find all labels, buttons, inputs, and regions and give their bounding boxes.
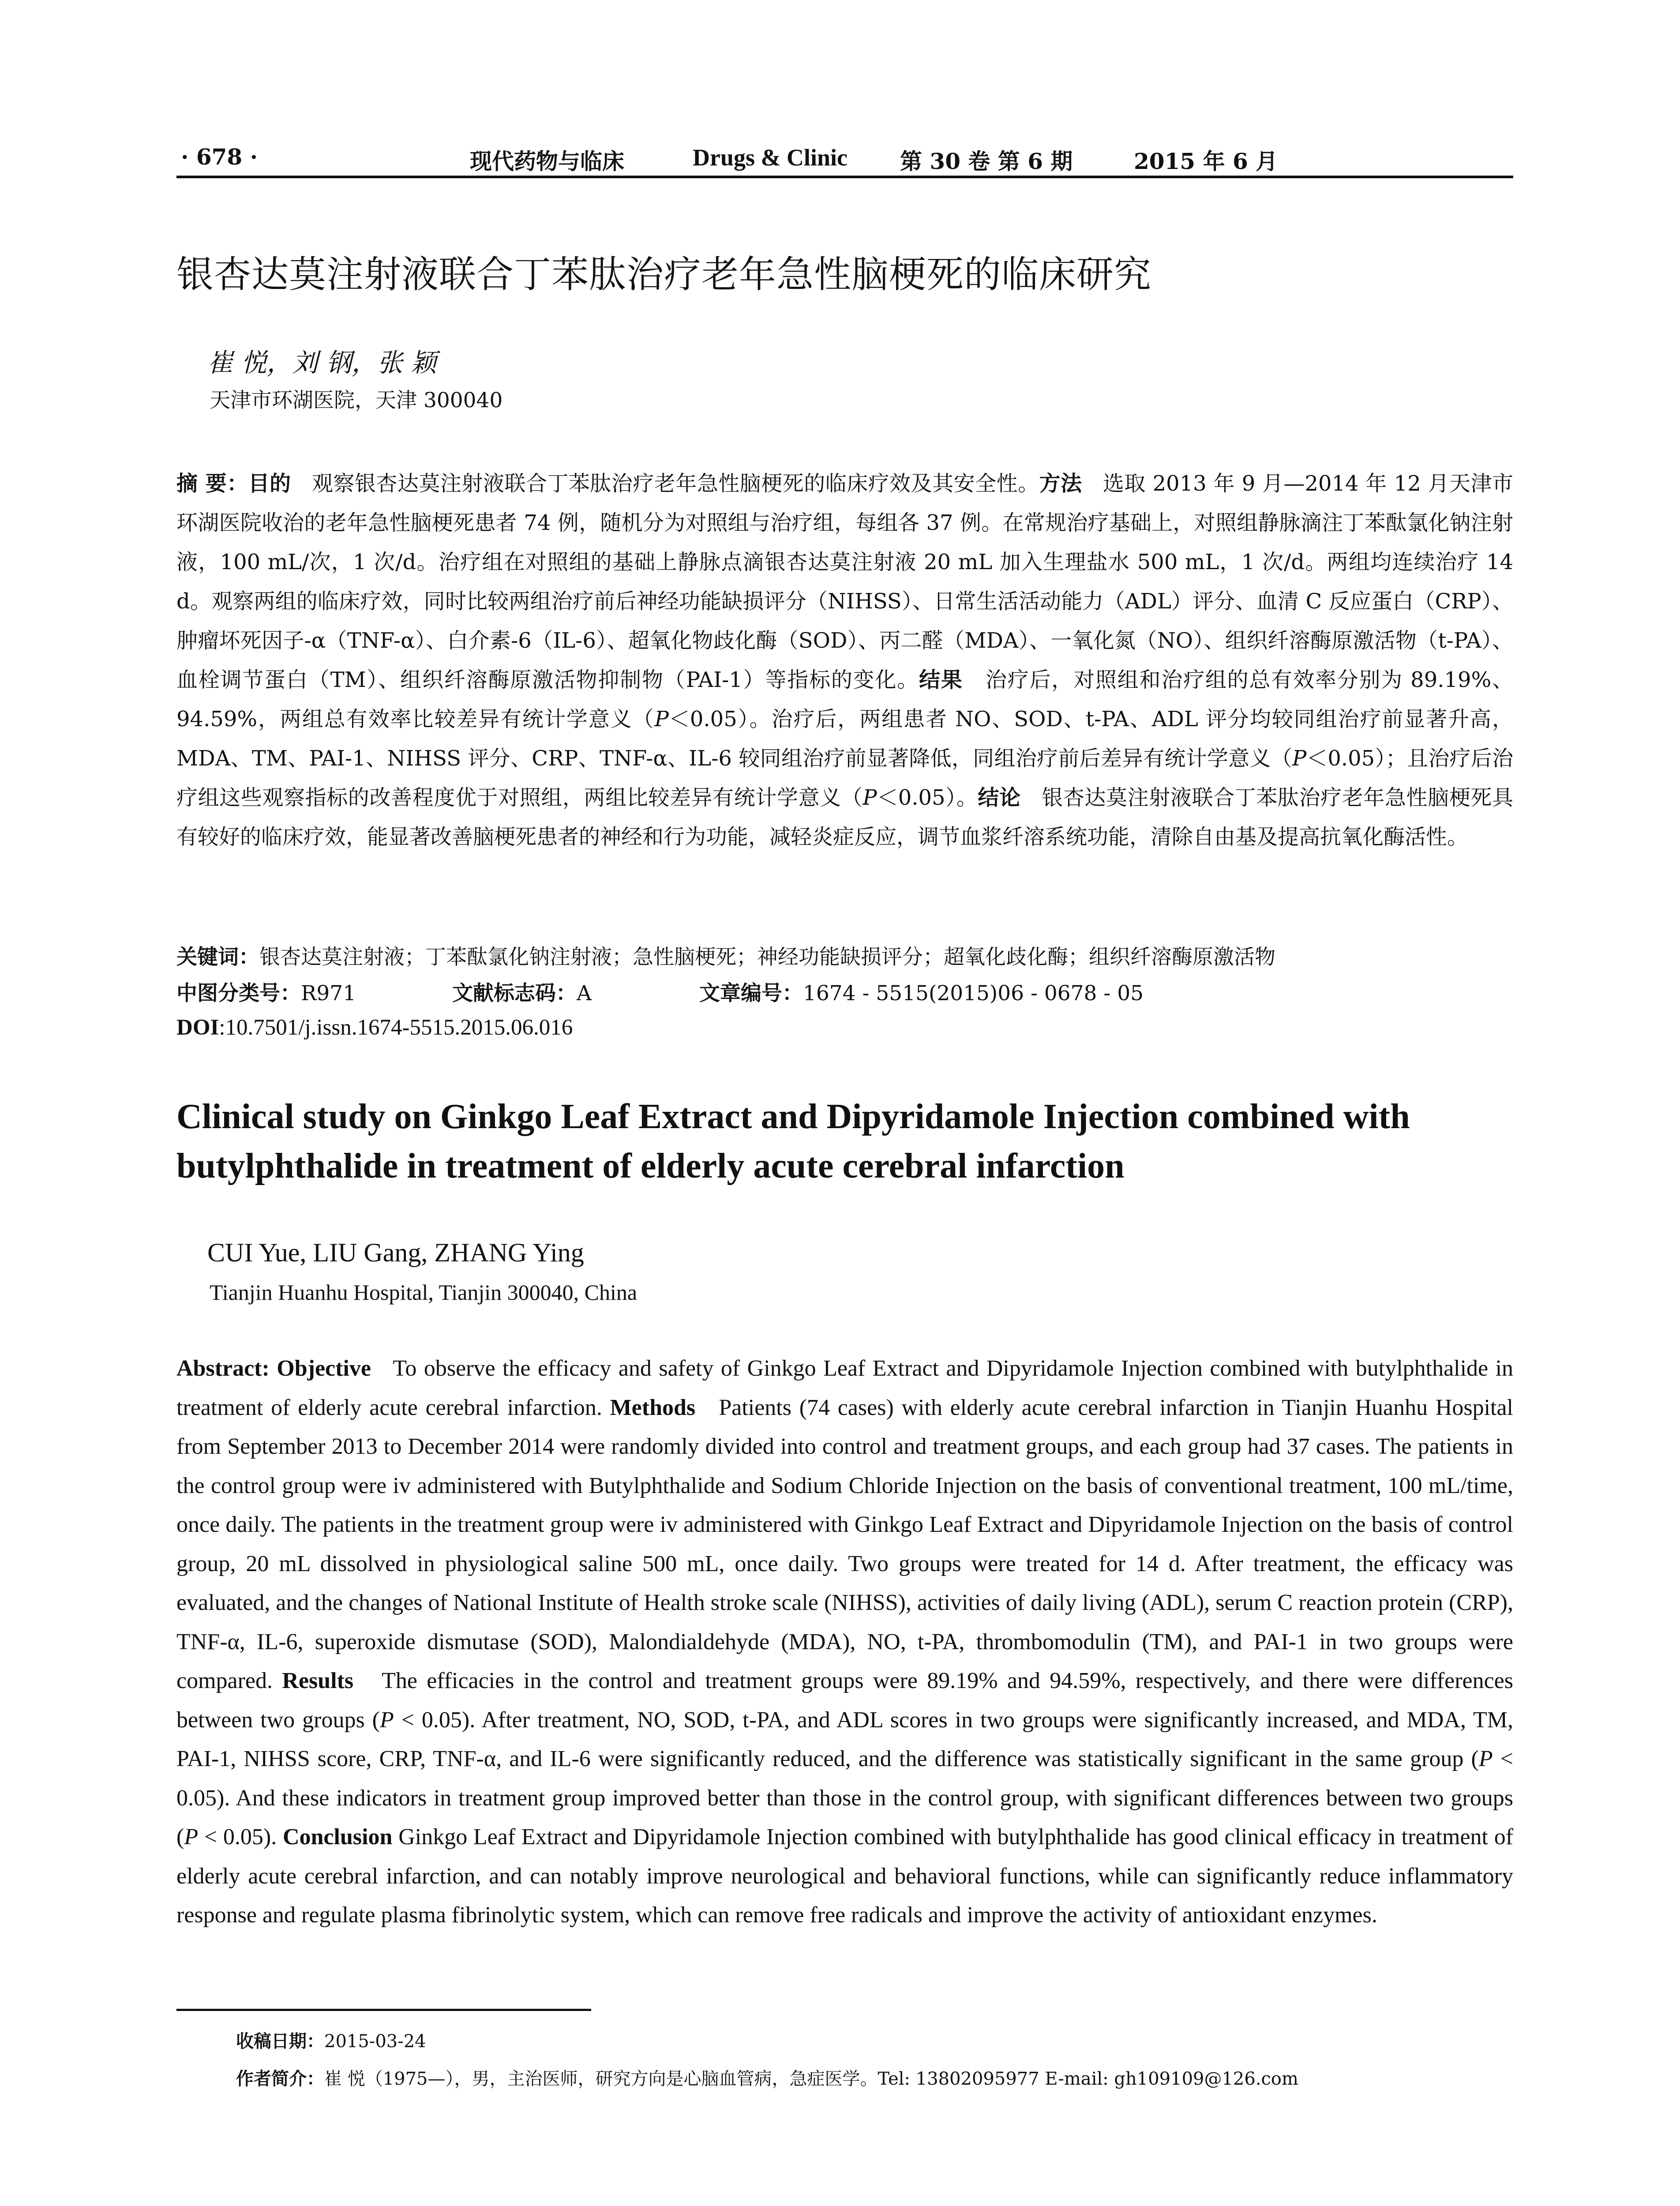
authors-en: CUI Yue, LIU Gang, ZHANG Ying (207, 1238, 584, 1267)
author-bio-label: 作者简介： (236, 2069, 324, 2089)
article-number-label: 文章编号： (699, 981, 803, 1005)
footnote-divider (176, 2009, 591, 2011)
results-text-en: < 0.05). And these indicators in treatment group improved better than those in the control group, with significant differences between two groups ( (176, 1746, 1514, 1850)
affiliation-en: Tianjin Huanhu Hospital, Tianjin 300040, China (210, 1280, 638, 1305)
objective-text-cn: 观察银杏达莫注射液联合丁苯肽治疗老年急性脑梗死的临床疗效及其安全性。 (311, 471, 1039, 496)
abstract-cn (176, 464, 1513, 857)
conclusion-label-cn: 结论 (978, 785, 1021, 810)
running-header (176, 140, 1513, 178)
doc-code-field (452, 977, 592, 1006)
doi-line (176, 1015, 573, 1040)
clc-label: 中图分类号： (176, 981, 301, 1005)
p-symbol: P (1292, 746, 1307, 771)
results-text-cn: ＜0.05）；且治疗后治疗组这些观察指标的改善程度优于对照组，两组比较差异有统计学意义（ (176, 746, 1513, 810)
clc-field (176, 977, 356, 1006)
volume-issue: 第 30 卷 第 6 期 (900, 148, 1073, 174)
page-number: · 678 · (181, 144, 258, 170)
doc-code-label: 文献标志码： (452, 981, 577, 1005)
p-symbol: P (379, 1707, 394, 1733)
keywords-cn (176, 938, 1513, 977)
footnote-received (236, 2027, 426, 2052)
conclusion-text-cn: 银杏达莫注射液联合丁苯肽治疗老年急性脑梗死具有较好的临床疗效，能显著改善脑梗死患者的神经和行为功能，减轻炎症反应，调节血浆纤溶系统功能，清除自由基及提高抗氧化酶活性。 (176, 785, 1513, 849)
objective-label-en: Objective (277, 1356, 371, 1381)
objective-text-en: To observe the efficacy and safety of Ginkgo Leaf Extract and Dipyridamole Injection combined with butylphthalide in treatment of elderly acute cerebral infarction. (176, 1356, 1514, 1420)
p-symbol: P (654, 707, 669, 732)
abstract-label-en: Abstract: (176, 1356, 270, 1381)
results-label-en: Results (282, 1668, 354, 1693)
methods-text-en: Patients (74 cases) with elderly acute cerebral infarction in Tianjin Huanhu Hospital from September 2013 to December 2014 were randomly divided into control and treatment groups, and each group had 37 cases. The patients in the control group were iv administered with Butylphthalide and Sodium Chloride Injection on the basis of conventional treatment, 100 mL/time, once daily. The patients in the treatment group were iv administered with Ginkgo Leaf Extract and Dipyridamole Injection on the basis of control group, 20 mL dissolved in physiological saline 500 mL, once daily. Two groups were treated for 14 d. After treatment, the efficacy was evaluated, and the changes of National Institute of Health stroke scale (NIHSS), activities of daily living (ADL), serum C reaction protein (CRP), TNF-α, IL-6, superoxide dismutase (SOD), Malondialdehyde (MDA), NO, t-PA, thrombomodulin (TM), and PAI-1 in two groups were compared. (176, 1395, 1514, 1693)
abstract-en (176, 1349, 1513, 1935)
p-symbol: P (862, 785, 877, 810)
received-label: 收稿日期： (236, 2031, 324, 2052)
received-date: 2015-03-24 (324, 2031, 426, 2052)
doi-value[interactable]: :10.7501/j.issn.1674-5515.2015.06.016 (219, 1015, 573, 1040)
conclusion-label-en: Conclusion (282, 1824, 393, 1850)
author-bio-text: 崔 悦（1975—），男，主治医师，研究方向是心脑血管病，急症医学。Tel: 13802095977 E-mail: gh109109@126.com (324, 2069, 1298, 2089)
article-title-en: Clinical study on Ginkgo Leaf Extract and Dipyridamole Injection combined with butylphthalide in treatment of elderly acute cerebral infarction (176, 1097, 1410, 1186)
methods-text-cn: 选取 2013 年 9 月—2014 年 12 月天津市环湖医院收治的老年急性脑梗死患者 74 例，随机分为对照组与治疗组，每组各 37 例。在常规治疗基础上，对照组静脉滴注丁苯酞氯化钠注射液，100 mL/次，1 次/d。治疗组在对照组的基础上静脉点滴银杏达莫注射液 20 mL 加入生理盐水 500 mL，1 次/d。两组均连续治疗 14 d。观察两组的临床疗效，同时比较两组治疗前后神经功能缺损评分（NIHSS）、日常生活活动能力（ADL）评分、血清 C 反应蛋白（CRP）、肿瘤坏死因子-α（TNF-α）、白介素-6（IL-6）、超氧化物歧化酶（SOD）、丙二醛（MDA）、一氧化氮（NO）、组织纤溶酶原激活物（t-PA）、血栓调节蛋白（TM）、组织纤溶酶原激活物抑制物（PAI-1）等指标的变化。 (176, 471, 1513, 692)
results-text-cn: ＜0.05）。治疗后，两组患者 NO、SOD、t-PA、ADL 评分均较同组治疗前显著升高，MDA、TM、PAI-1、NIHSS 评分、CRP、TNF-α、IL-6 较同组治疗前显著降低，同组治疗前后差异有统计学意义（ (176, 707, 1513, 771)
footnote-author (236, 2065, 1298, 2090)
results-text-cn: ＜0.05）。 (877, 785, 978, 810)
affiliation-cn: 天津市环湖医院，天津 300040 (210, 388, 503, 413)
p-symbol: P (184, 1824, 199, 1850)
results-text-en: < 0.05). (198, 1824, 277, 1850)
article-number-field (699, 977, 1144, 1006)
results-text-cn: 治疗后，对照组和治疗组的总有效率分别为 89.19%、94.59%，两组总有效率比较差异有统计学意义（ (176, 668, 1513, 732)
p-symbol: P (1478, 1746, 1493, 1771)
article-title-cn: 银杏达莫注射液联合丁苯肽治疗老年急性脑梗死的临床研究 (176, 253, 1152, 296)
methods-label-cn: 方法 (1039, 471, 1082, 496)
results-label-cn: 结果 (919, 668, 963, 692)
conclusion-text-en: Ginkgo Leaf Extract and Dipyridamole Injection combined with butylphthalide has good clinical efficacy in treatment of elderly acute cerebral infarction, and can notably improve neurological and behavioral functions, while can significantly reduce inflammatory response and regulate plasma fibrinolytic system, which can remove free radicals and improve the activity of antioxidant enzymes. (176, 1824, 1514, 1928)
results-text-en: < 0.05). After treatment, NO, SOD, t-PA, and ADL scores in two groups were significantly increased, and MDA, TM, PAI-1, NIHSS score, CRP, TNF-α, and IL-6 were significantly reduced, and the difference was statistically significant in the same group ( (176, 1707, 1513, 1771)
keywords-label: 关键词： (176, 945, 259, 969)
journal-name-cn: 现代药物与临床 (470, 149, 624, 174)
article-number-value: 1674 - 5515(2015)06 - 0678 - 05 (803, 981, 1144, 1005)
methods-label-en: Methods (610, 1395, 696, 1420)
issue-date: 2015 年 6 月 (1134, 148, 1278, 174)
doc-code-value: A (577, 981, 592, 1005)
journal-name-en: Drugs & Clinic (693, 144, 848, 171)
abstract-label-cn: 摘 要： (176, 471, 248, 496)
doi-label: DOI (176, 1015, 219, 1040)
authors-cn: 崔 悦，刘 钢，张 颖 (207, 348, 437, 378)
clc-value: R971 (301, 981, 356, 1005)
keywords-text: 银杏达莫注射液；丁苯酞氯化钠注射液；急性脑梗死；神经功能缺损评分；超氧化歧化酶；组织纤溶酶原激活物 (259, 945, 1275, 969)
results-text-en: The efficacies in the control and treatment groups were 89.19% and 94.59%, respectively, and there were differences between two groups ( (176, 1668, 1513, 1733)
objective-label-cn: 目的 (248, 471, 291, 496)
